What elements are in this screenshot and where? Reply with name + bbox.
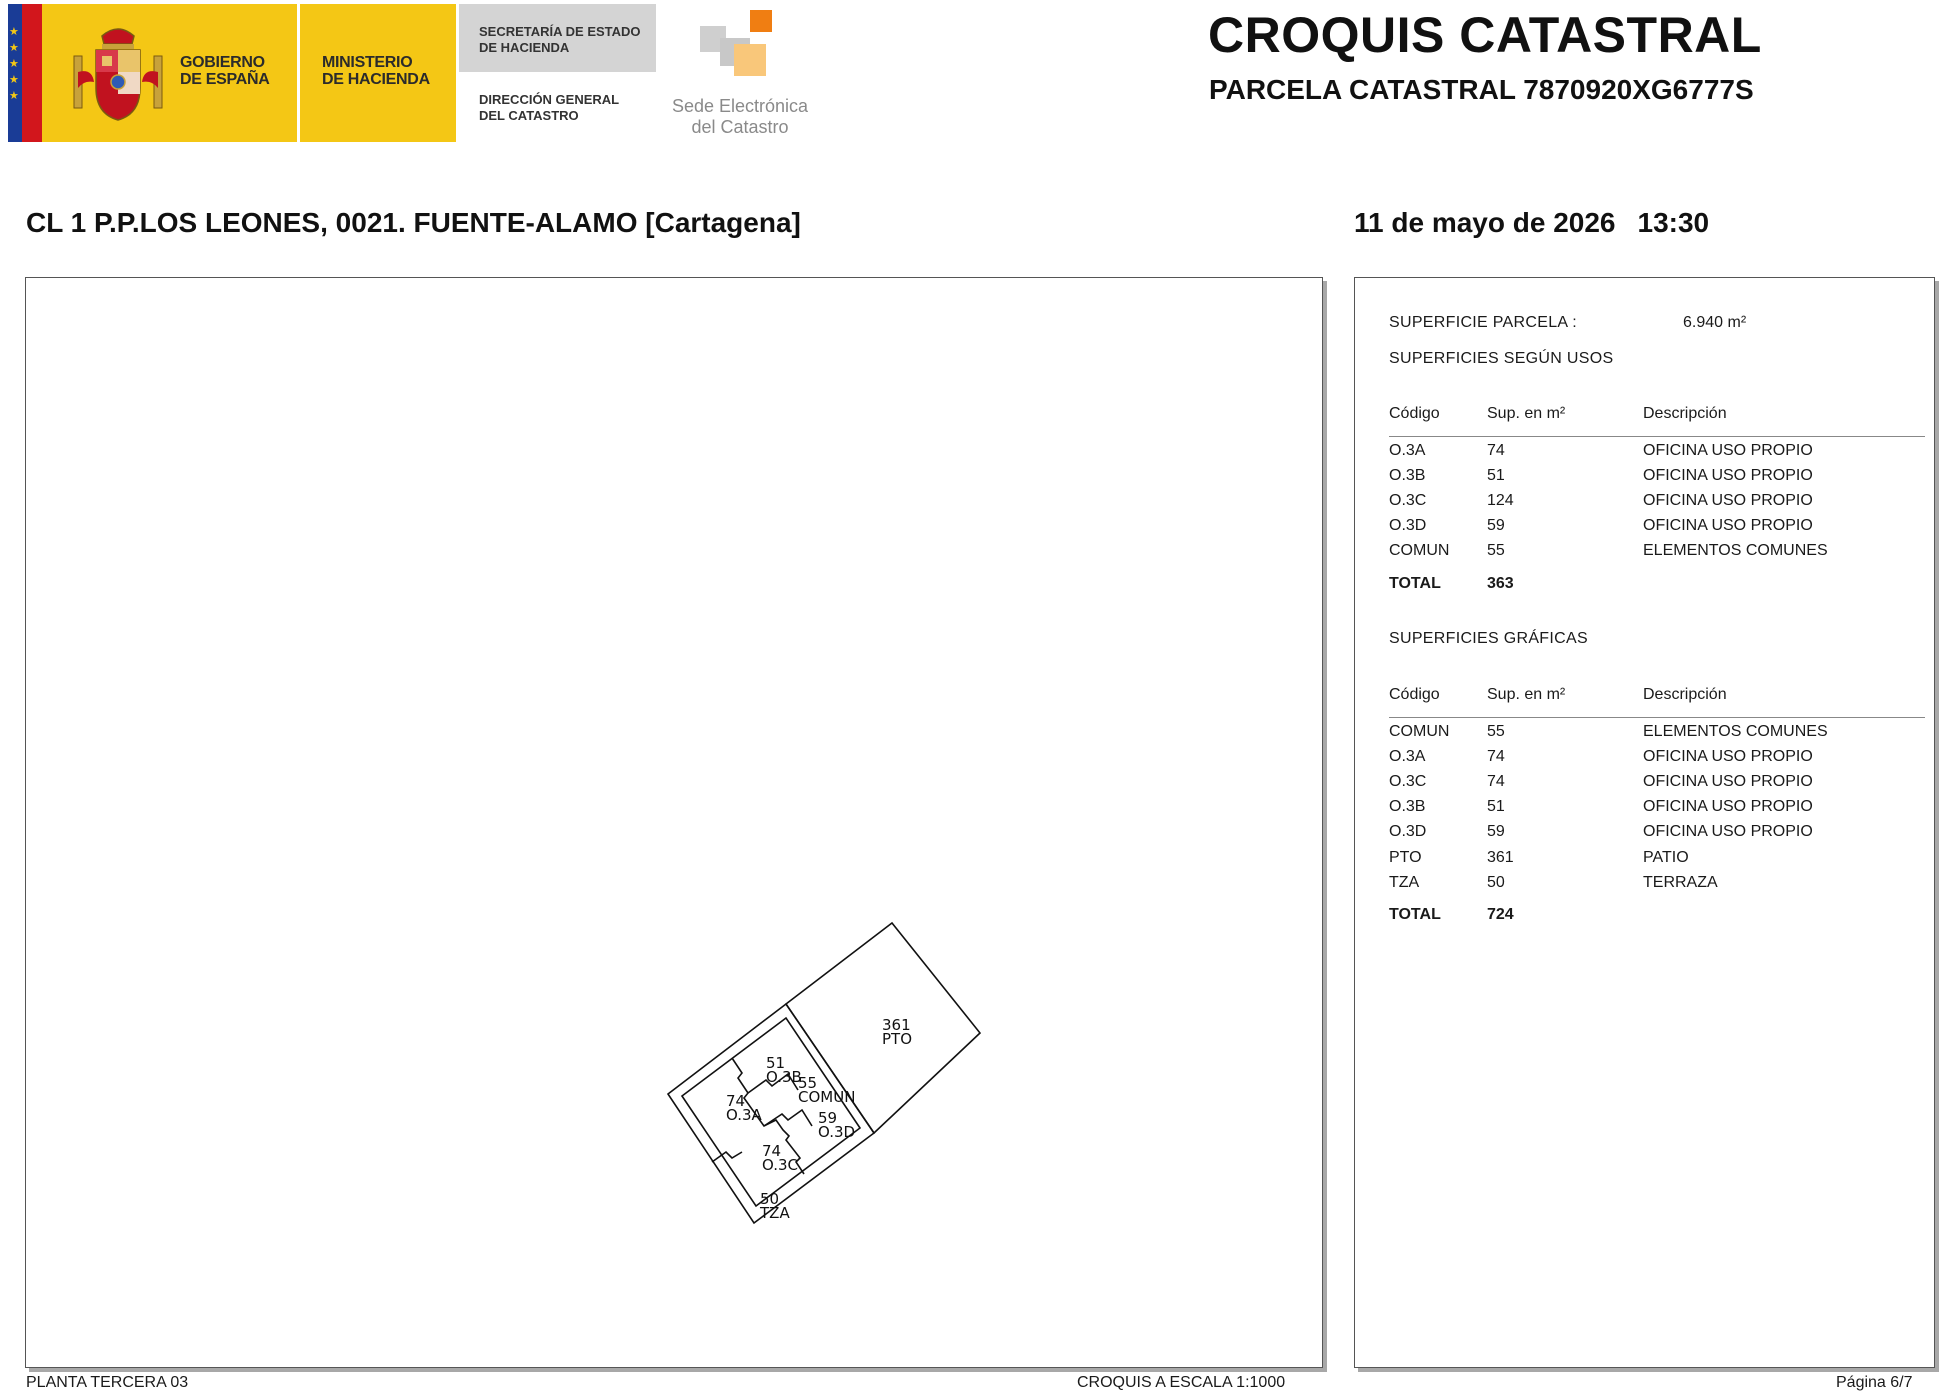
total-value: 724: [1487, 906, 1514, 923]
desc-cell: OFICINA USO PROPIO: [1643, 798, 1813, 815]
col-desc: Descripción: [1643, 405, 1727, 422]
time-text: 13:30: [1637, 207, 1710, 238]
table-row: [1389, 467, 1925, 487]
map-label-o3d-value: 59: [818, 1109, 838, 1127]
codigo-cell: O.3C: [1389, 773, 1427, 790]
codigo-cell: COMUN: [1389, 723, 1450, 740]
codigo-cell: O.3C: [1389, 492, 1427, 509]
col-sup: Sup. en m²: [1487, 686, 1566, 703]
escala-label: CROQUIS A ESCALA 1:1000: [1077, 1374, 1286, 1391]
codigo-cell: O.3D: [1389, 823, 1427, 840]
codigo-cell: COMUN: [1389, 542, 1450, 559]
sup-cell: 74: [1487, 748, 1505, 765]
graficas-table-header: [1389, 686, 1925, 706]
parcela-catastral-subtitle: PARCELA CATASTRAL 7870920XG6777S: [1209, 74, 1754, 105]
table-row: [1389, 748, 1925, 768]
map-label-tza-value: 50: [760, 1190, 780, 1208]
sup-cell: 124: [1487, 492, 1514, 509]
table-row: [1389, 542, 1925, 562]
logo-strip: [8, 4, 656, 142]
codigo-cell: O.3D: [1389, 517, 1427, 534]
map-label-o3a-name: O.3A: [726, 1106, 762, 1124]
map-label-o3b-name: O.3B: [766, 1068, 802, 1086]
desc-cell: OFICINA USO PROPIO: [1643, 748, 1813, 765]
table-row: [1389, 823, 1925, 843]
superficie-parcela-value: 6.940 m²: [1683, 314, 1747, 331]
secretaria-text: SECRETARÍA DE ESTADO DE HACIENDA: [479, 24, 641, 55]
direccion-general-text: DIRECCIÓN GENERAL DEL CATASTRO: [479, 92, 620, 123]
map-label-o3d-name: O.3D: [818, 1123, 856, 1141]
desc-cell: ELEMENTOS COMUNES: [1643, 542, 1828, 559]
sup-cell: 59: [1487, 823, 1505, 840]
address-heading: CL 1 P.P.LOS LEONES, 0021. FUENTE-ALAMO [Cartagena]: [26, 207, 801, 238]
codigo-cell: O.3B: [1389, 467, 1426, 484]
table-row: [1389, 492, 1925, 512]
codigo-cell: PTO: [1389, 849, 1422, 866]
date-text: 11 de mayo de 2026: [1354, 207, 1616, 238]
sup-cell: 55: [1487, 542, 1505, 559]
page-number: Página 6/7: [1836, 1374, 1913, 1391]
desc-cell: OFICINA USO PROPIO: [1643, 823, 1813, 840]
table-row: [1389, 773, 1925, 793]
eu-stars-icon: ★ ★ ★ ★ ★: [9, 26, 19, 102]
sup-cell: 59: [1487, 517, 1505, 534]
sup-cell: 50: [1487, 874, 1505, 891]
col-codigo: Código: [1389, 405, 1440, 422]
sup-cell: 361: [1487, 849, 1514, 866]
map-label-o3c-value: 74: [762, 1142, 782, 1160]
col-sup: Sup. en m²: [1487, 405, 1566, 422]
usos-total-row: [1389, 575, 1925, 595]
usos-header-divider: [1389, 436, 1925, 437]
page-title: CROQUIS CATASTRAL: [1208, 7, 1762, 63]
desc-cell: OFICINA USO PROPIO: [1643, 467, 1813, 484]
codigo-cell: O.3A: [1389, 748, 1426, 765]
parcel-sketch: [26, 278, 1322, 1367]
codigo-cell: TZA: [1389, 874, 1420, 891]
spain-coat-of-arms-icon: [72, 22, 164, 126]
table-row: [1389, 798, 1925, 818]
table-row: [1389, 874, 1925, 894]
map-label-comun-name: COMUN: [798, 1088, 856, 1106]
usos-table-header: [1389, 405, 1925, 425]
map-label-comun-value: 55: [798, 1074, 818, 1092]
col-codigo: Código: [1389, 686, 1440, 703]
map-label-tza-name: TZA: [760, 1204, 790, 1222]
sede-electronica-text: Sede Electrónica del Catastro: [671, 96, 809, 137]
map-label-o3b-value: 51: [766, 1054, 786, 1072]
secretaria-block: [459, 4, 656, 72]
desc-cell: OFICINA USO PROPIO: [1643, 517, 1813, 534]
sup-cell: 51: [1487, 467, 1505, 484]
date-time: [1354, 207, 1709, 239]
map-label-pto-name: PTO: [882, 1030, 913, 1048]
planta-label: PLANTA TERCERA 03: [26, 1374, 189, 1391]
col-desc: Descripción: [1643, 686, 1727, 703]
table-row: [1389, 849, 1925, 869]
sup-cell: 51: [1487, 798, 1505, 815]
total-label: TOTAL: [1389, 575, 1441, 592]
desc-cell: PATIO: [1643, 849, 1689, 866]
room-divisions: [764, 1110, 812, 1126]
sup-cell: 55: [1487, 723, 1505, 740]
map-label-pto-value: 361: [882, 1016, 911, 1034]
map-label-o3c-name: O.3C: [762, 1156, 798, 1174]
desc-cell: OFICINA USO PROPIO: [1643, 773, 1813, 790]
desc-cell: ELEMENTOS COMUNES: [1643, 723, 1828, 740]
map-label-o3a-value: 74: [726, 1092, 746, 1110]
sup-cell: 74: [1487, 773, 1505, 790]
ministerio-hacienda-text: MINISTERIO DE HACIENDA: [322, 54, 430, 88]
gobierno-espana-text: GOBIERNO DE ESPAÑA: [180, 54, 270, 88]
room-divisions: [712, 1152, 742, 1162]
table-row: [1389, 517, 1925, 537]
eu-flag-band: [8, 4, 42, 142]
table-row: [1389, 723, 1925, 743]
ministerio-block: [300, 4, 456, 142]
gobierno-block: [42, 4, 297, 142]
desc-cell: OFICINA USO PROPIO: [1643, 442, 1813, 459]
total-value: 363: [1487, 575, 1514, 592]
graficas-section-title: SUPERFICIES GRÁFICAS: [1389, 630, 1588, 647]
graficas-total-row: [1389, 906, 1925, 926]
info-panel: [1354, 277, 1935, 1368]
usos-section-title: SUPERFICIES SEGÚN USOS: [1389, 350, 1614, 367]
table-row: [1389, 442, 1925, 462]
map-frame: [25, 277, 1323, 1368]
sup-cell: 74: [1487, 442, 1505, 459]
graficas-header-divider: [1389, 717, 1925, 718]
desc-cell: TERRAZA: [1643, 874, 1718, 891]
total-label: TOTAL: [1389, 906, 1441, 923]
sede-catastro-logo-icon: [700, 10, 774, 80]
codigo-cell: O.3A: [1389, 442, 1426, 459]
codigo-cell: O.3B: [1389, 798, 1426, 815]
desc-cell: OFICINA USO PROPIO: [1643, 492, 1813, 509]
superficie-parcela-label: SUPERFICIE PARCELA :: [1389, 314, 1577, 331]
